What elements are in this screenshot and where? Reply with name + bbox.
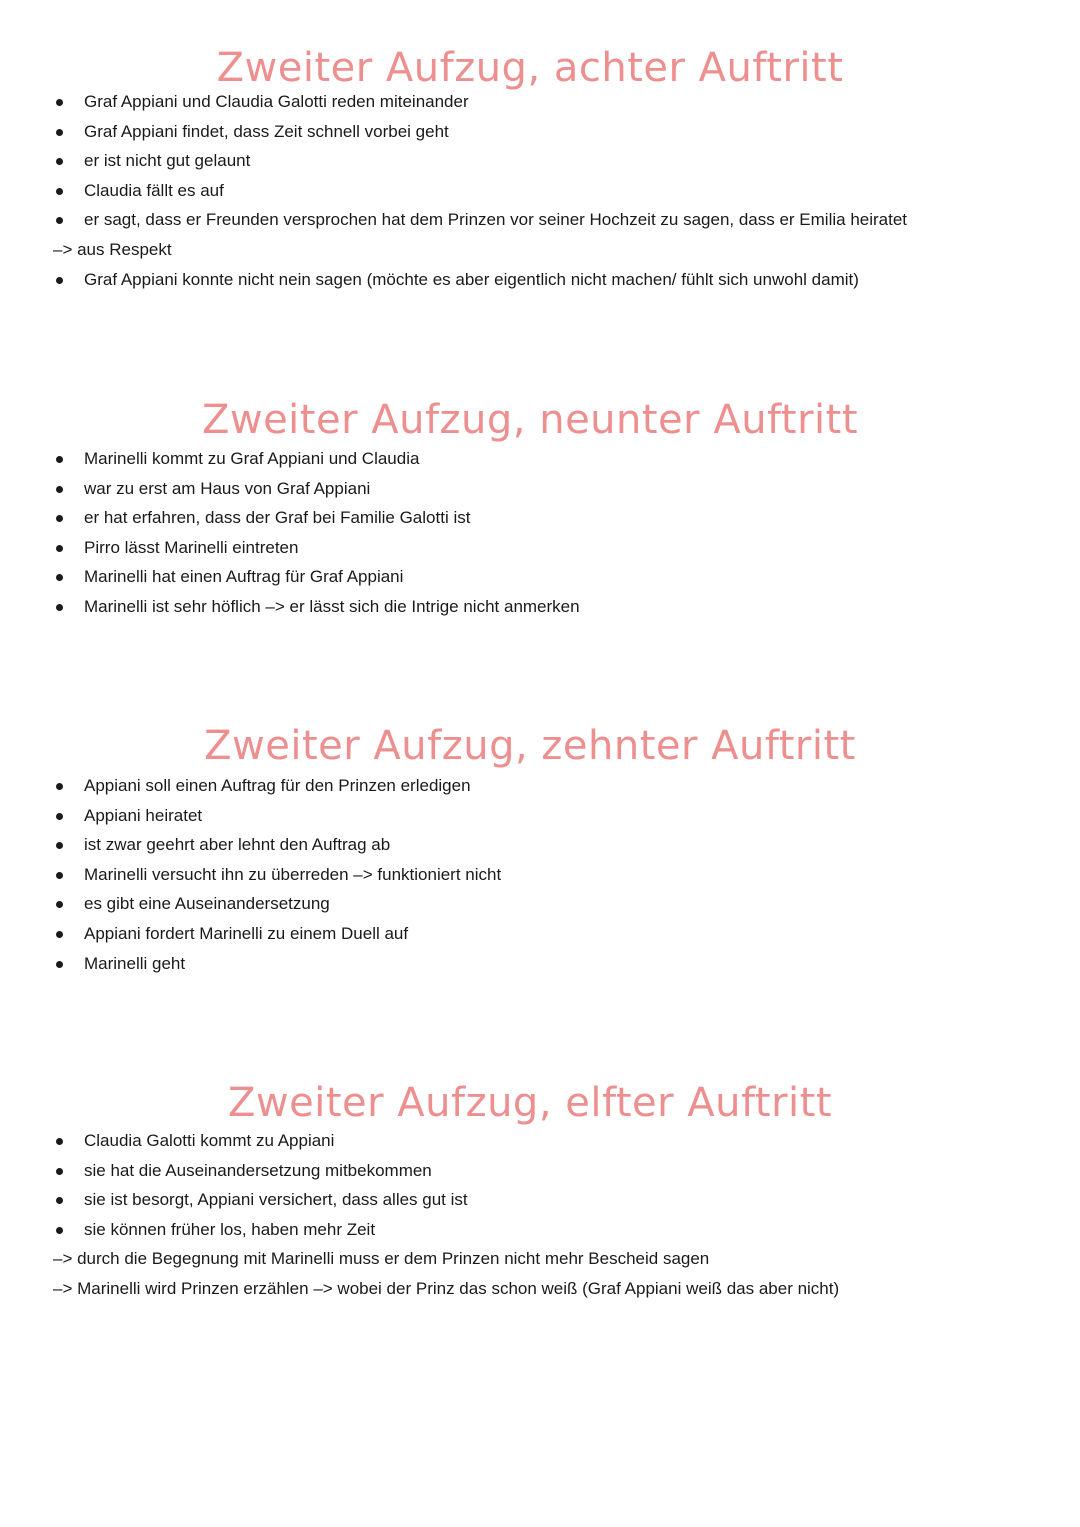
list-item: Pirro lässt Marinelli eintreten: [84, 533, 298, 563]
section-heading: Zweiter Aufzug, elfter Auftritt: [227, 1080, 832, 1126]
section-heading: Zweiter Aufzug, achter Auftritt: [216, 45, 844, 91]
list-item: er hat erfahren, dass der Graf bei Familie Galotti ist: [84, 503, 470, 533]
list-item: Appiani soll einen Auftrag für den Prinzen erledigen: [84, 771, 471, 801]
list-item: Appiani fordert Marinelli zu einem Duell auf: [84, 919, 408, 949]
list-item: Claudia fällt es auf: [84, 176, 224, 206]
list-item: Marinelli kommt zu Graf Appiani und Claudia: [84, 444, 419, 474]
list-item: –> durch die Begegnung mit Marinelli muss er dem Prinzen nicht mehr Bescheid sagen: [53, 1249, 710, 1268]
list-item: Marinelli ist sehr höflich –> er lässt sich die Intrige nicht anmerken: [84, 592, 580, 622]
list-item: –> Marinelli wird Prinzen erzählen –> wobei der Prinz das schon weiß (Graf Appiani weiß das aber nicht): [53, 1279, 840, 1298]
list-item: sie können früher los, haben mehr Zeit: [84, 1215, 375, 1245]
list-item: sie ist besorgt, Appiani versichert, dass alles gut ist: [84, 1185, 468, 1215]
list-item: sie hat die Auseinandersetzung mitbekommen: [84, 1156, 432, 1186]
list-item: –> aus Respekt: [53, 240, 172, 259]
list-item: Graf Appiani und Claudia Galotti reden miteinander: [84, 87, 469, 117]
list-item: es gibt eine Auseinandersetzung: [84, 889, 330, 919]
section-heading: Zweiter Aufzug, neunter Auftritt: [201, 397, 859, 443]
list-item: er ist nicht gut gelaunt: [84, 146, 250, 176]
list-item: Claudia Galotti kommt zu Appiani: [84, 1126, 334, 1156]
list-item: er sagt, dass er Freunden versprochen hat dem Prinzen vor seiner Hochzeit zu sagen, dass er Emilia heiratet: [84, 205, 907, 235]
list-item: Marinelli versucht ihn zu überreden –> funktioniert nicht: [84, 860, 501, 890]
list-item: Marinelli hat einen Auftrag für Graf Appiani: [84, 562, 403, 592]
list-item: Marinelli geht: [84, 949, 185, 979]
section-heading: Zweiter Aufzug, zehnter Auftritt: [204, 723, 856, 769]
list-item: ist zwar geehrt aber lehnt den Auftrag ab: [84, 830, 390, 860]
list-item: Graf Appiani konnte nicht nein sagen (möchte es aber eigentlich nicht machen/ fühlt sich unwohl damit): [84, 265, 859, 295]
list-item: Appiani heiratet: [84, 801, 202, 831]
list-item: war zu erst am Haus von Graf Appiani: [84, 474, 370, 504]
list-item: Graf Appiani findet, dass Zeit schnell vorbei geht: [84, 117, 449, 147]
